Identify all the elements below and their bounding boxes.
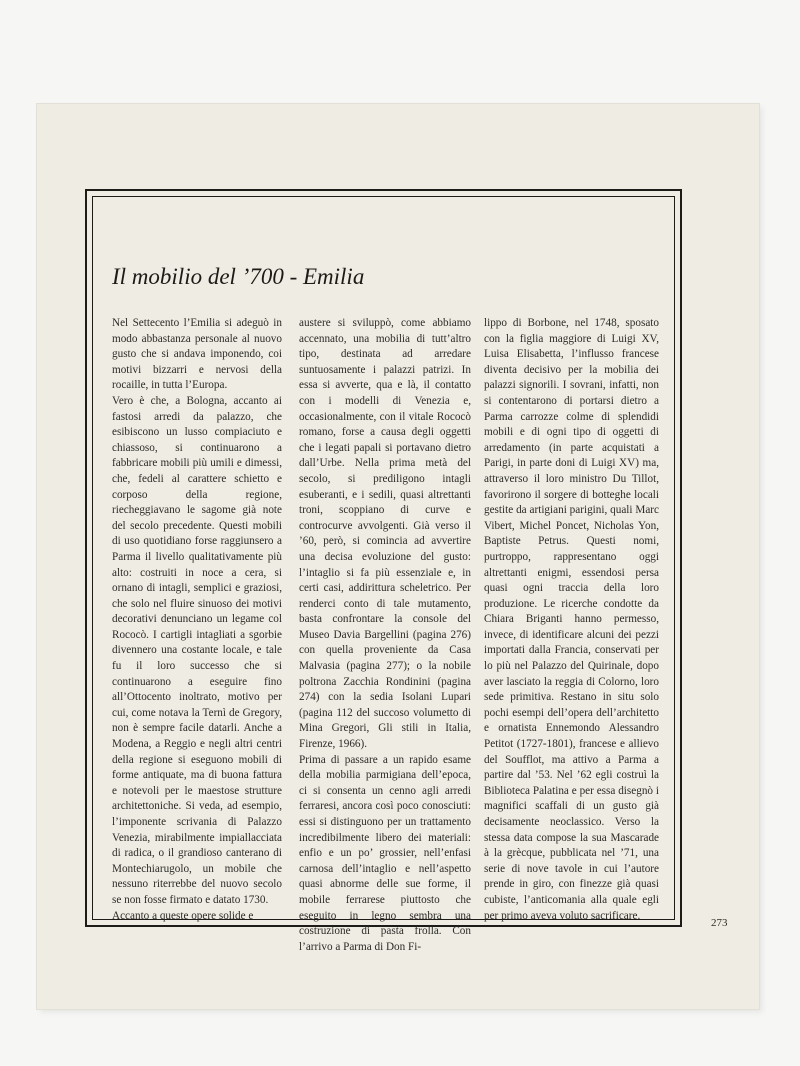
text-column-3 bbox=[484, 316, 659, 924]
page-number: 273 bbox=[711, 917, 728, 929]
paragraph: Prima di passare a un rapido esame della mobilia parmigiana dell’epoca, ci si consenta un cenno agli arredi ferraresi, ancora così poco conosciuti: essi si distinguono per un trattamento incredibilmente libero dei materiali: enfio e un po’ grossier, nell’enfasi carnosa dell’intaglio e nell’aspetto quasi abnorme delle sue forme, il mobile ferrarese piuttosto che eseguito in legno sembra una costruzione di pasta frolla. Con l’arrivo a Parma di Don Fi- bbox=[299, 753, 471, 953]
article-title: Il mobilio del ’700 - Emilia bbox=[112, 264, 365, 289]
text-column-1 bbox=[112, 316, 282, 924]
paragraph: austere si sviluppò, come abbiamo accennato, una mobilia di tutt’altro tipo, destinata ad arredare suntuosamente i palazzi patrizi. In essa si avverte, qua e là, il contatto con i modelli di Venezia e, occasionalmente, con il vitale Rococò romano, forse a causa degli oggetti che i legati papali si portavano dietro dall’Urbe. Nella prima metà del secolo, si prediligono intagli esuberanti, e i sedili, quasi altrettanti troni, scoppiano di curve e controcurve avvolgenti. Già verso il ’60, però, si comincia ad avvertire una decisa evoluzione del gusto: l’intaglio si fa più essenziale e, in certi casi, addirittura scheletrico. Per renderci conto di tale mutamento, basta confrontare la console del Museo Davia Bargellini (pagina 276) con quella proveniente da Casa Malvasia (pagina 277); o la nobile poltrona Zacchia Rondinini (pagina 274) con la sedia Isolani Lupari (pagina 112 del succoso volumetto di Mina Gregori, Gli stili in Italia, Firenze, 1966). bbox=[299, 317, 471, 751]
paragraph: Accanto a queste opere solide e bbox=[112, 909, 254, 922]
paragraph: lippo di Borbone, nel 1748, sposato con la figlia maggiore di Luigi XV, Luisa Elisabetta, l’influsso francese diventa decisivo per la mobilia dei palazzi signorili. I sovrani, infatti, non si contentarono di portarsi dietro a Parma carrozze colme di splendidi mobili e di ogni tipo di oggetti di arredamento (in parte acquistati a Parigi, in parte doni di Luigi XV) ma, attraverso il loro ministro Du Tillot, favorirono il sorgere di botteghe locali gestite da artigiani parigini, quali Marc Vibert, Michel Poncet, Nicholas Yon, Baptiste Petrus. Questi nomi, purtroppo, rappresentano oggi altrettanti enigmi, essendosi persa quasi ogni traccia della loro produzione. Le ricerche condotte da Chiara Briganti hanno permesso, invece, di identificare alcuni dei pezzi importati dalla Francia, conservati per lo più nel Palazzo del Quirinale, dopo aver lasciato la reggia di Colorno, loro sede primitiva. Restano in situ solo pochi esempi dell’opera dell’architetto e ornatista Ennemondo Alessandro Petitot (1727-1801), francese e allievo del Soufflot, ma attivo a Parma a partire dal ’53. Nel ’62 egli costruì la Biblioteca Palatina e per essa disegnò i magnifici scaffali di un gusto già decisamente neoclassico. Verso la stessa data compose la sua Mascarade à la grècque, pubblicata nel ’71, una serie di nove tavole in cui l’autore prende in giro, con finezze già quasi cubiste, l’anticomania alla quale egli per primo aveva voluto sacrificare. bbox=[484, 317, 659, 922]
paragraph: Nel Settecento l’Emilia si adeguò in modo abbastanza personale al nuovo gusto che si andava imponendo, coi motivi bizzarri e nervosi della rocaille, in tutta l’Europa. bbox=[112, 317, 282, 392]
text-column-2 bbox=[299, 316, 471, 955]
paragraph: Vero è che, a Bologna, accanto ai fastosi arredi da palazzo, che esibiscono un lusso compiaciuto e chiassoso, si continuarono a fabbricare mobili più umili e dimessi, che, fedeli al carattere schietto e corposo della regione, riecheggiavano le sagome già note del secolo precedente. Questi mobili di uso quotidiano forse raggiunsero a Parma il livello qualitativamente più alto: costruiti in noce a cera, si ornano di intagli, semplici e graziosi, che solo nel fluire sinuoso dei motivi decorativi denunciano un legame col Rococò. I cartigli intagliati a sgorbie divennero una costante locale, e tale fu il loro successo che si continuarono a eseguire fino all’Ottocento inoltrato, motivo per cui, come notava la Ternì de Gregory, non è sempre facile datarli. Anche a Modena, a Reggio e negli altri centri della regione si eseguono mobili di forme antiquate, ma di buona fattura e notevoli per le maestose strutture architettoniche. Si veda, ad esempio, l’imponente scrivania di Palazzo Venezia, mirabilmente impiallacciata di radica, o il grandioso canterano di Montechiarugolo, un mobile che nessuno riterrebbe del nuovo secolo se non fosse firmato e datato 1730. bbox=[112, 394, 282, 906]
